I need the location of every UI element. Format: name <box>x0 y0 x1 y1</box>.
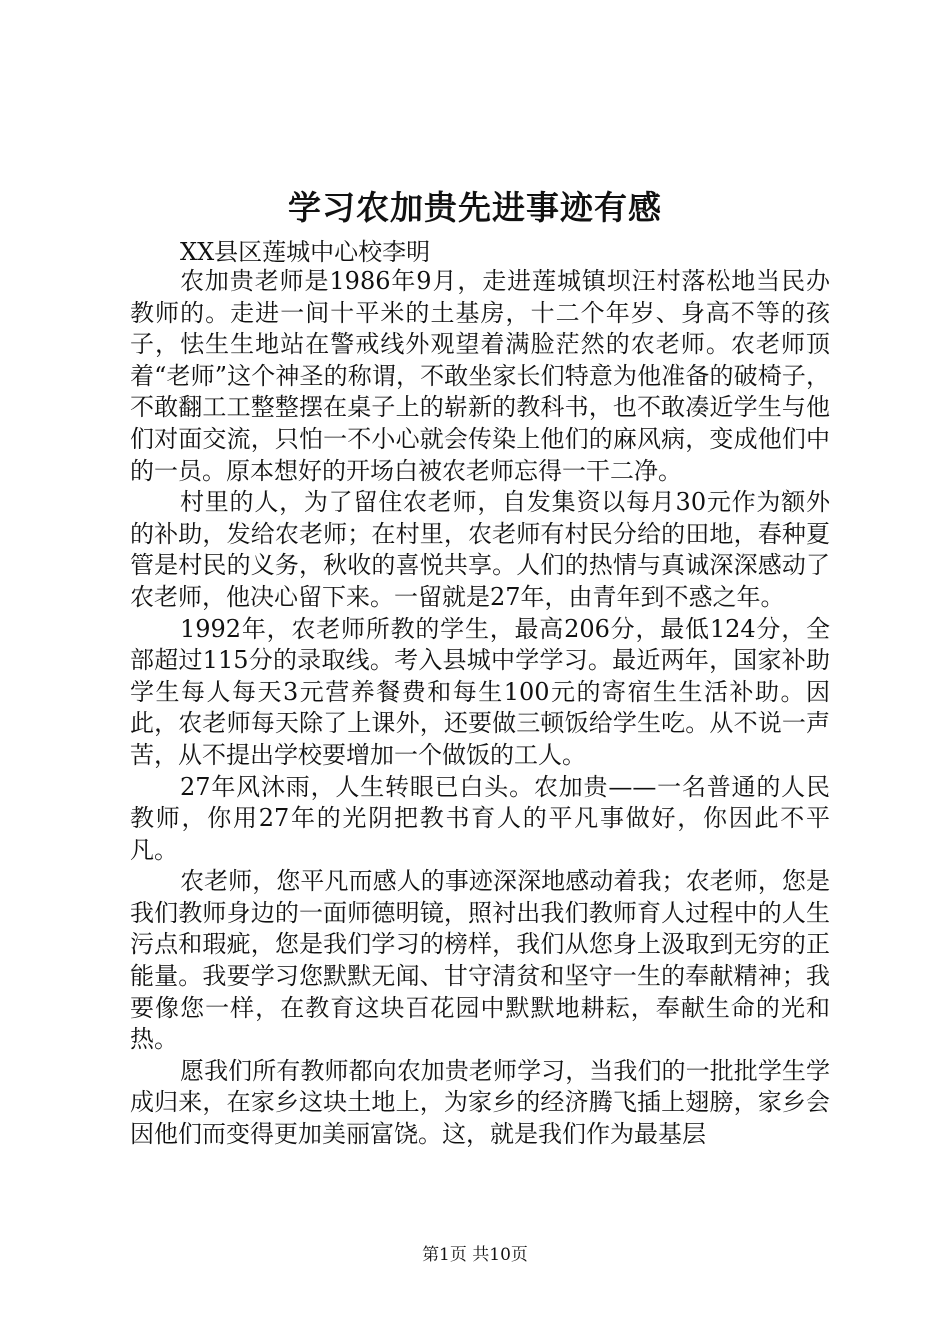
paragraph: 愿我们所有教师都向农加贵老师学习，当我们的一批批学生学成归来，在家乡这块土地上，为家乡的经济腾飞插上翅膀，家乡会因他们而变得更加美丽富饶。这，就是我们作为最基层 <box>130 1056 830 1149</box>
document-body <box>130 266 830 1151</box>
page-footer: 第1页 共10页 <box>422 1245 528 1265</box>
paragraph: 1992年，农老师所教的学生，最高206分，最低124分，全部超过115分的录取线。考入县城中学学习。最近两年，国家补助学生每人每天3元营养餐费和每生100元的寄宿生生活补助。因此，农老师每天除了上课外，还要做三顿饭给学生吃。从不说一声苦，从不提出学校要增加一个做饭的工人。 <box>130 614 830 769</box>
author-line: XX县区莲城中心校李明 <box>180 238 431 266</box>
paragraph: 村里的人，为了留住农老师，自发集资以每月30元作为额外的补助，发给农老师；在村里，农老师有村民分给的田地，春种夏管是村民的义务，秋收的喜悦共享。人们的热情与真诚深深感动了农老师，他决心留下来。一留就是27年，由青年到不惑之年。 <box>130 488 830 611</box>
document-title: 学习农加贵先进事迹有感 <box>288 188 662 227</box>
paragraph: 27年风沐雨，人生转眼已白头。农加贵——一名普通的人民教师，你用27年的光阴把教书育人的平凡事做好，你因此不平凡。 <box>130 772 830 864</box>
paragraph: 农老师，您平凡而感人的事迹深深地感动着我；农老师，您是我们教师身边的一面师德明镜，照衬出我们教师育人过程中的人生污点和瑕疵，您是我们学习的榜样，我们从您身上汲取到无穷的正能量。我要学习您默默无闻、甘守清贫和坚守一生的奉献精神；我要像您一样，在教育这块百花园中默默地耕耘，奉献生命的光和热。 <box>130 867 830 1054</box>
paragraph: 农加贵老师是1986年9月，走进莲城镇坝汪村落松地当民办教师的。走进一间十平米的土基房，十二个年岁、身高不等的孩子，怯生生地站在警戒线外观望着满脸茫然的农老师。农老师顶着“老师”这个神圣的称谓，不敢坐家长们特意为他准备的破椅子，不敢翻工工整整摆在桌子上的崭新的教科书，也不敢凑近学生与他们对面交流，只怕一不小心就会传染上他们的麻风病，变成他们中的一员。原本想好的开场白被农老师忘得一干二净。 <box>130 267 830 485</box>
